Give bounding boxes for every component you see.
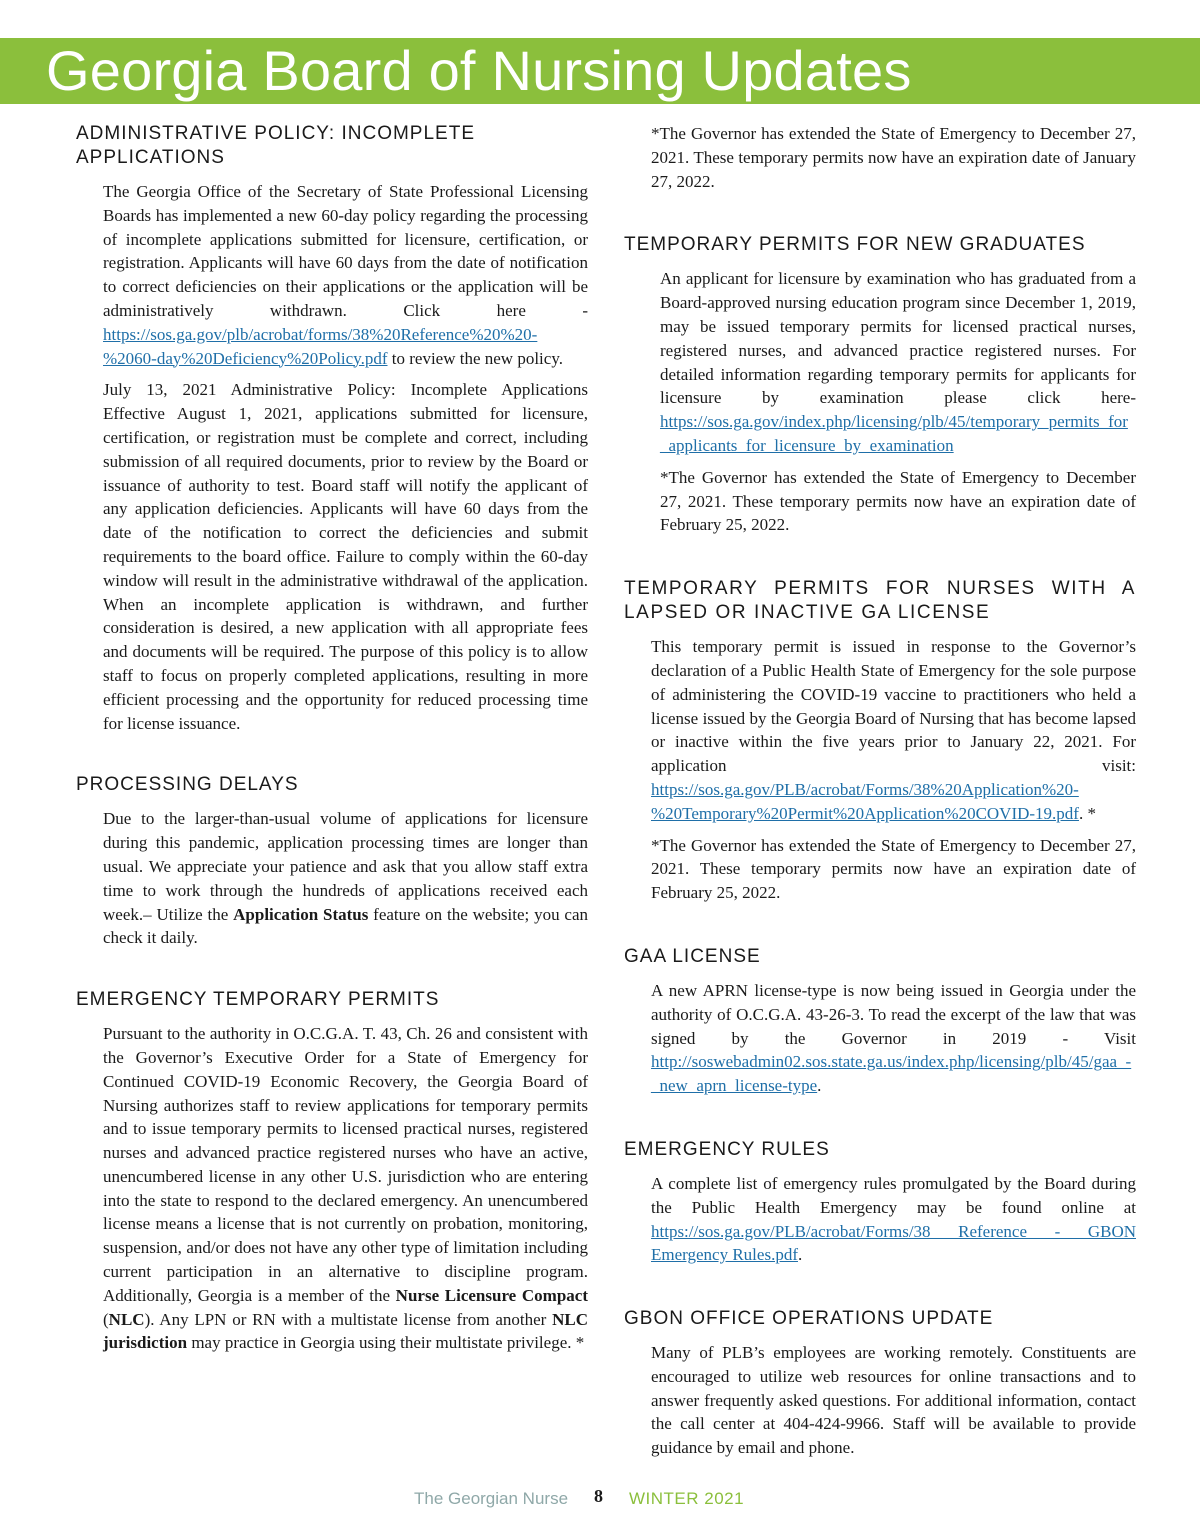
section-heading: ADMINISTRATIVE POLICY: INCOMPLETE APPLICATIONS: [76, 123, 475, 168]
page-footer: [0, 1486, 1200, 1516]
bold-text: NLC jurisdiction: [103, 1309, 588, 1353]
page-title: Georgia Board of Nursing Updates: [46, 39, 912, 102]
section-heading: GAA LICENSE: [624, 945, 761, 967]
page-number: 8: [594, 1486, 603, 1506]
paragraph: [76, 180, 588, 370]
section-heading: GBON OFFICE OPERATIONS UPDATE: [624, 1308, 994, 1330]
paragraph-text: A complete list of emergency rules promulgated by the Board during the Public Health Emergency may be found online at: [651, 1173, 1136, 1217]
section-heading: EMERGENCY TEMPORARY PERMITS: [76, 989, 440, 1011]
application-link[interactable]: https://sos.ga.gov/PLB/acrobat/Forms/38%20Application%20-%20Temporary%20Permit%20Application%20COVID-19.pdf: [651, 779, 1079, 823]
paragraph: [624, 635, 1136, 825]
paragraph: Many of PLB’s employees are working remotely. Constituents are encouraged to utilize web resources for online transactions and to answer frequently asked questions. For additional information, contact the call center at 404-424-9966. Staff will be available to provide guidance by email and phone.: [651, 1343, 1136, 1458]
section-heading: TEMPORARY PERMITS FOR NEW GRADUATES: [624, 234, 1086, 256]
paragraph-text: This temporary permit is issued in response to the Governor’s declaration of a Public Health State of Emergency for the sole purpose of administering the COVID-19 vaccine to practitioners who held a license issued by the Georgia Board of Nursing that has become lapsed or inactive within the five years prior to January 22, 2021. For application visit:: [651, 637, 1136, 776]
section-heading: TEMPORARY PERMITS FOR NURSES WITH A LAPSED OR INACTIVE GA LICENSE: [624, 578, 1136, 624]
paragraph: [76, 807, 588, 950]
magazine-name: The Georgian Nurse: [414, 1489, 569, 1508]
paragraph-text: may practice in Georgia using their multistate privilege. *: [187, 1333, 585, 1353]
paragraph: [624, 979, 1136, 1098]
paragraph: *The Governor has extended the State of Emergency to December 27, 2021. These temporary permits now have an expiration date of February 25, 2022.: [651, 835, 1136, 903]
paragraph-text: feature on the website; you can check it daily.: [103, 904, 588, 948]
header-banner: [0, 38, 1200, 104]
section-heading: PROCESSING DELAYS: [76, 774, 299, 796]
section-emergency-rules: [624, 1138, 1136, 1267]
section-emergency-temporary-permits: [76, 988, 588, 1355]
paragraph-text: to review the new policy.: [387, 348, 563, 368]
bold-text: Nurse Licensure Compact: [395, 1285, 588, 1305]
paragraph: [76, 1022, 588, 1355]
section-lapsed-license: [624, 577, 1136, 905]
bold-text: Application Status: [233, 904, 369, 924]
paragraph-text: ). Any LPN or RN with a multistate license from another: [144, 1309, 553, 1329]
emergency-rules-link[interactable]: https://sos.ga.gov/PLB/acrobat/Forms/38 Reference - GBON Emergency Rules.pdf: [651, 1221, 1136, 1265]
section-office-operations: [624, 1307, 1136, 1460]
paragraph-text: An applicant for licensure by examination who has graduated from a Board-approved nursing education program since December 1, 2019, may be issued temporary permits for licensed practical nurses, registered nurses, and advanced practice registered nurses. For detailed information regarding temporary permits for applicants for licensure by examination please click here-: [660, 269, 1136, 408]
section-new-graduates: [624, 233, 1136, 537]
right-column: [624, 122, 1136, 1468]
policy-link[interactable]: https://sos.ga.gov/plb/acrobat/forms/38%20Reference%20%20-%2060-day%20Deficiency%20Policy.pdf: [103, 324, 538, 368]
paragraph: July 13, 2021 Administrative Policy: Incomplete Applications Effective August 1, 2021, applications submitted for licensure, certification, or registration must be complete and correct, including submission of all required documents, prior to review by the Board or issuance of authority to test. Board staff will notify the applicant of any application deficiencies. Applicants will have 60 days from the date of the notification to correct the deficiencies and submit requirements to the board office. Failure to comply within the 60-day window will result in the administrative withdrawal of the application. When an incomplete application is withdrawn, and further consideration is desired, a new application with all appropriate fees and documents will be required. The purpose of this policy is to allow staff to focus on properly completed applications, resulting in more efficient processing and the opportunity for reduced processing time for license issuance.: [103, 380, 588, 733]
paragraph: [624, 1172, 1136, 1267]
paragraph-text: .: [817, 1076, 822, 1096]
paragraph: [624, 267, 1136, 457]
left-column: [76, 122, 588, 1363]
issue-label: WINTER 2021: [629, 1489, 745, 1508]
paragraph-text: (: [103, 1309, 109, 1329]
section-gaa-license: [624, 945, 1136, 1098]
gaa-license-link[interactable]: http://soswebadmin02.sos.state.ga.us/index.php/licensing/plb/45/gaa_-_new_aprn_license-type: [651, 1052, 1132, 1096]
bold-text: NLC: [108, 1309, 145, 1329]
paragraph: *The Governor has extended the State of Emergency to December 27, 2021. These temporary permits now have an expiration date of February 25, 2022.: [660, 467, 1136, 535]
paragraph-text: The Georgia Office of the Secretary of State Professional Licensing Boards has implemented a new 60-day policy regarding the processing of incomplete applications submitted for licensure, certification, or registration. Applicants will have 60 days from the date of notification to correct deficiencies on their applications or the application will be administratively withdrawn. Click here -: [103, 182, 588, 320]
section-heading: EMERGENCY RULES: [624, 1138, 830, 1160]
section-admin-policy: [76, 122, 588, 735]
paragraph-text: Due to the larger-than-usual volume of applications for licensure during this pandemic, application processing times are longer than usual. We appreciate your patience and ask that you allow staff extra time to work through the hundreds of applications received each week.– Utilize the: [103, 809, 588, 924]
paragraph-text: . *: [1078, 803, 1096, 823]
section-processing-delays: [76, 773, 588, 950]
paragraph-text: Pursuant to the authority in O.C.G.A. T. 43, Ch. 26 and consistent with the Governor’s Executive Order for a State of Emergency for Continued COVID-19 Economic Recovery, the Georgia Board of Nursing authorizes staff to review applications for temporary permits and to issue temporary permits to licensed practical nurses, registered nurses and advanced practice registered nurses who have an active, unencumbered license in any other U.S. jurisdiction who are entering into the state to respond to the declared emergency. An unencumbered license means a license that is not currently on probation, monitoring, suspension, and/or does not have any other type of limitation including current participation in an alternative to discipline program. Additionally, Georgia is a member of the: [103, 1024, 588, 1305]
paragraph-text: .: [797, 1245, 803, 1265]
temporary-permits-link[interactable]: https://sos.ga.gov/index.php/licensing/plb/45/temporary_permits_for_applicants_for_licensure_by_examination: [660, 412, 1128, 455]
paragraph-text: A new APRN license-type is now being issued in Georgia under the authority of O.C.G.A. 43-26-3. To read the excerpt of the law that was signed by the Governor in 2019 - Visit: [651, 980, 1136, 1048]
continued-note: *The Governor has extended the State of Emergency to December 27, 2021. These temporary permits now have an expiration date of January 27, 2022.: [651, 124, 1136, 191]
